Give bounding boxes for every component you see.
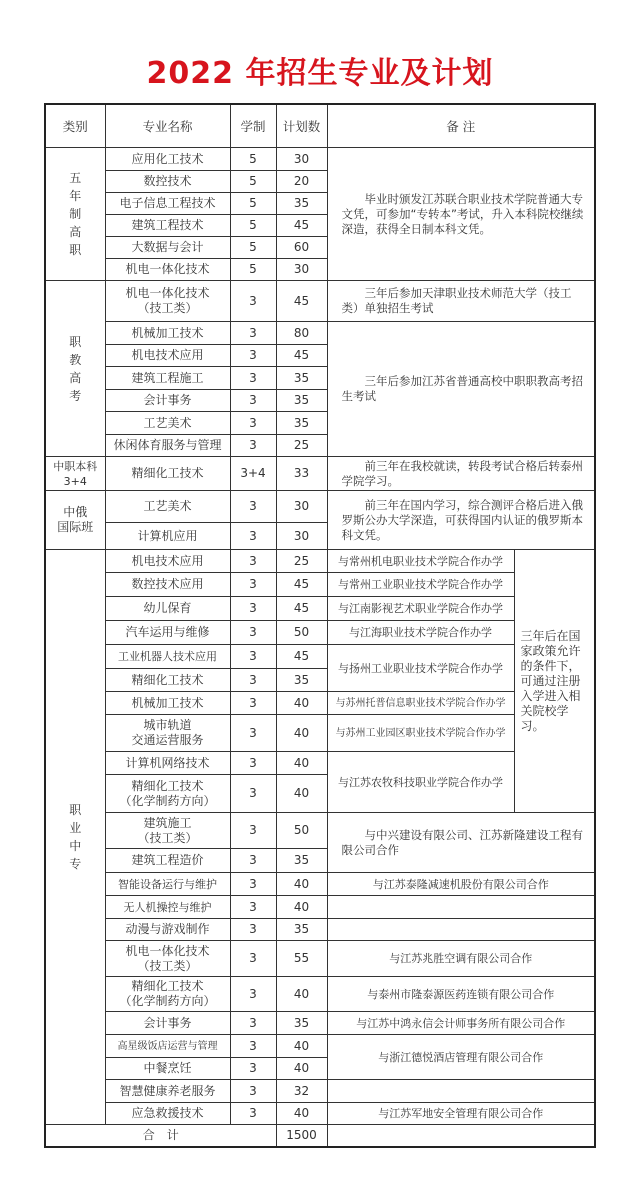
major-cell [105,775,230,813]
plan-cell: 30 [276,491,327,523]
total-label: 合 计 [45,1125,276,1147]
major-name: 机电一体化技术 [125,286,210,300]
major-cell: 精细化工技术 [105,457,230,491]
duration-cell: 3 [230,896,276,919]
table-row [45,1103,595,1125]
plan-cell: 25 [276,550,327,573]
total-plan: 1500 [276,1125,327,1147]
plan-cell: 40 [276,715,327,752]
partner-cell: 与江海职业技术学院合作办学 [327,621,514,645]
major-cell: 数控技术应用 [105,573,230,597]
major-cell: 会计事务 [105,1012,230,1035]
major-cell: 动漫与游戏制作 [105,919,230,941]
plan-cell: 40 [276,692,327,715]
major-cell: 应用化工技术 [105,148,230,171]
remarks-cell: 毕业时颁发江苏联合职业技术学院普通大专文凭，可参加“专转本”考试，升入本科院校继续深造，获得全日制本科文凭。 [327,148,595,281]
duration-cell: 3 [230,977,276,1012]
major-cell [105,281,230,322]
plan-cell: 30 [276,523,327,550]
remarks-cell: 与江苏泰隆减速机股份有限公司合作 [327,873,595,896]
total-remarks-empty [327,1125,595,1147]
table-row [45,752,595,775]
major-cell: 电子信息工程技术 [105,193,230,215]
duration-cell: 5 [230,171,276,193]
partner-cell: 与常州工业职业技术学院合作办学 [327,573,514,597]
duration-cell: 3 [230,669,276,692]
duration-cell: 3 [230,873,276,896]
duration-cell: 3 [230,1012,276,1035]
major-cell: 建筑工程造价 [105,849,230,873]
remarks-cell-empty [327,919,595,941]
major-cell: 智能设备运行与维护 [105,873,230,896]
table-row [45,281,595,322]
major-cell: 机械加工技术 [105,322,230,345]
major-cell: 机电技术应用 [105,550,230,573]
plan-cell: 40 [276,1058,327,1080]
header-plan: 计划数 [276,104,327,148]
major-cell: 建筑工程施工 [105,367,230,390]
remarks-cell: 前三年在国内学习，综合测评合格后进入俄罗斯公办大学深造，可获得国内认证的俄罗斯本科文凭。 [327,491,595,550]
header-duration: 学制 [230,104,276,148]
remarks-cell-empty [327,1080,595,1103]
category-cell [45,457,105,491]
duration-cell: 3 [230,645,276,669]
table-row [45,919,595,941]
plan-cell: 40 [276,873,327,896]
category-label: 国际班 [57,520,94,534]
partner-cell: 与苏州工业园区职业技术学院合作办学 [327,715,514,752]
remarks-cell: 与江苏军地安全管理有限公司合作 [327,1103,595,1125]
plan-cell: 33 [276,457,327,491]
table-row [45,873,595,896]
duration-cell: 3 [230,715,276,752]
remarks-cell: 与江苏兆胜空调有限公司合作 [327,941,595,977]
table-row [45,322,595,345]
table-row [45,692,595,715]
plan-cell: 55 [276,941,327,977]
major-cell [105,813,230,849]
plan-cell: 40 [276,775,327,813]
enrollment-plan-table [44,103,596,1148]
plan-cell: 35 [276,193,327,215]
category-label: 职业中专 [69,803,82,871]
major-cell: 高星级饭店运营与管理 [105,1035,230,1058]
duration-cell: 5 [230,237,276,259]
category-label: 职教高考 [69,334,82,403]
table-row [45,896,595,919]
plan-cell: 40 [276,1103,327,1125]
major-subtitle: （化学制药方向） [119,793,216,808]
duration-cell: 3+4 [230,457,276,491]
major-cell [105,977,230,1012]
major-cell: 机械加工技术 [105,692,230,715]
duration-cell: 3 [230,813,276,849]
major-cell: 工业机器人技术应用 [105,645,230,669]
major-cell: 工艺美术 [105,412,230,435]
duration-cell: 3 [230,849,276,873]
duration-cell: 3 [230,941,276,977]
duration-cell: 3 [230,775,276,813]
plan-cell: 35 [276,669,327,692]
header-major: 专业名称 [105,104,230,148]
duration-cell: 3 [230,573,276,597]
plan-cell: 35 [276,849,327,873]
duration-cell: 3 [230,752,276,775]
remarks-cell-empty [327,896,595,919]
category-cell [45,281,105,457]
remarks-cell: 前三年在我校就读，转段考试合格后转泰州学院学习。 [327,457,595,491]
plan-cell: 80 [276,322,327,345]
major-cell [105,941,230,977]
table-row [45,977,595,1012]
major-cell: 休闲体育服务与管理 [105,435,230,457]
major-cell: 大数据与会计 [105,237,230,259]
major-cell: 汽车运用与维修 [105,621,230,645]
header-category: 类别 [45,104,105,148]
major-cell: 应急救援技术 [105,1103,230,1125]
major-subtitle: （技工类） [137,301,198,315]
plan-cell: 40 [276,752,327,775]
major-cell: 计算机网络技术 [105,752,230,775]
partner-cell: 与江南影视艺术职业学院合作办学 [327,597,514,621]
major-cell: 机电技术应用 [105,345,230,367]
plan-cell: 30 [276,148,327,171]
table-row [45,621,595,645]
partner-cell: 与扬州工业职业技术学院合作办学 [327,645,514,692]
category-cell [45,550,105,1125]
remarks-cell: 与泰州市隆泰源医药连锁有限公司合作 [327,977,595,1012]
table-row [45,813,595,849]
duration-cell: 5 [230,148,276,171]
table-row [45,1080,595,1103]
plan-cell: 32 [276,1080,327,1103]
table-row [45,1035,595,1058]
category-label: 五年制高职 [69,171,82,257]
duration-cell: 3 [230,1035,276,1058]
remarks-cell: 与浙江德悦酒店管理有限公司合作 [327,1035,595,1080]
major-cell: 工艺美术 [105,491,230,523]
duration-cell: 3 [230,597,276,621]
plan-cell: 20 [276,171,327,193]
table-row [45,573,595,597]
plan-cell: 45 [276,345,327,367]
category-label: 3+4 [63,474,87,488]
plan-cell: 35 [276,390,327,412]
major-cell: 智慧健康养老服务 [105,1080,230,1103]
major-cell: 建筑工程技术 [105,215,230,237]
duration-cell: 3 [230,322,276,345]
duration-cell: 3 [230,345,276,367]
plan-cell: 50 [276,813,327,849]
remarks-cell: 三年后参加江苏省普通高校中职职教高考招生考试 [327,322,595,457]
table-row [45,550,595,573]
page-title: 2022 年招生专业及计划 [146,56,494,91]
table-header-row [45,104,595,148]
major-cell: 数控技术 [105,171,230,193]
plan-cell: 35 [276,919,327,941]
duration-cell: 3 [230,523,276,550]
table-row [45,491,595,523]
plan-cell: 30 [276,259,327,281]
duration-cell: 3 [230,491,276,523]
duration-cell: 3 [230,1103,276,1125]
plan-cell: 45 [276,573,327,597]
plan-cell: 35 [276,367,327,390]
duration-cell: 3 [230,919,276,941]
major-cell: 计算机应用 [105,523,230,550]
table-row [45,715,595,752]
remarks-cell: 三年后参加天津职业技术师范大学（技工类）单独招生考试 [327,281,595,322]
duration-cell: 3 [230,435,276,457]
duration-cell: 3 [230,550,276,573]
major-name: 精细化工技术 [131,778,204,793]
partner-cell: 与苏州托普信息职业技术学院合作办学 [327,692,514,715]
table-row [45,457,595,491]
category-cell [45,148,105,281]
major-subtitle: （技工类） [137,958,198,973]
plan-cell: 40 [276,977,327,1012]
remarks-cell: 与中兴建设有限公司、江苏新隆建设工程有限公司合作 [327,813,595,873]
plan-cell: 45 [276,215,327,237]
plan-cell: 40 [276,896,327,919]
plan-cell: 40 [276,1035,327,1058]
major-name: 城市轨道 [143,718,192,732]
category-label: 中俄 [63,505,88,519]
major-cell: 中餐烹饪 [105,1058,230,1080]
category-cell [45,491,105,550]
total-row [45,1125,595,1147]
major-cell: 精细化工技术 [105,669,230,692]
table-row [45,941,595,977]
partner-cell: 与江苏农牧科技职业学院合作办学 [327,752,514,813]
plan-cell: 35 [276,412,327,435]
major-name: 精细化工技术 [131,979,204,993]
header-remarks: 备 注 [327,104,595,148]
duration-cell: 3 [230,1080,276,1103]
duration-cell: 3 [230,621,276,645]
major-cell: 机电一体化技术 [105,259,230,281]
partner-cell: 与常州机电职业技术学院合作办学 [327,550,514,573]
major-cell: 会计事务 [105,390,230,412]
plan-cell: 60 [276,237,327,259]
category-label: 中职本科 [53,459,98,473]
plan-cell: 45 [276,645,327,669]
major-cell: 无人机操控与维护 [105,896,230,919]
plan-cell: 35 [276,1012,327,1035]
major-name: 建筑施工 [143,815,192,830]
plan-cell: 45 [276,281,327,322]
major-cell: 幼儿保育 [105,597,230,621]
table-row [45,645,595,669]
major-name: 机电一体化技术 [125,943,210,958]
major-subtitle: （技工类） [137,830,198,845]
duration-cell: 5 [230,193,276,215]
side-note-cell: 三年后在国家政策允许的条件下，可通过注册入学进入相关院校学习。 [514,550,595,813]
major-subtitle: 交通运营服务 [131,733,204,747]
plan-cell: 45 [276,597,327,621]
table-row [45,597,595,621]
table-row [45,1012,595,1035]
duration-cell: 3 [230,390,276,412]
duration-cell: 3 [230,281,276,322]
remarks-cell: 与江苏中鸿永信会计师事务所有限公司合作 [327,1012,595,1035]
duration-cell: 5 [230,259,276,281]
major-cell [105,715,230,752]
duration-cell: 5 [230,215,276,237]
duration-cell: 3 [230,1058,276,1080]
plan-cell: 50 [276,621,327,645]
plan-cell: 25 [276,435,327,457]
duration-cell: 3 [230,692,276,715]
major-subtitle: （化学制药方向） [119,994,216,1008]
duration-cell: 3 [230,412,276,435]
duration-cell: 3 [230,367,276,390]
table-row [45,148,595,171]
